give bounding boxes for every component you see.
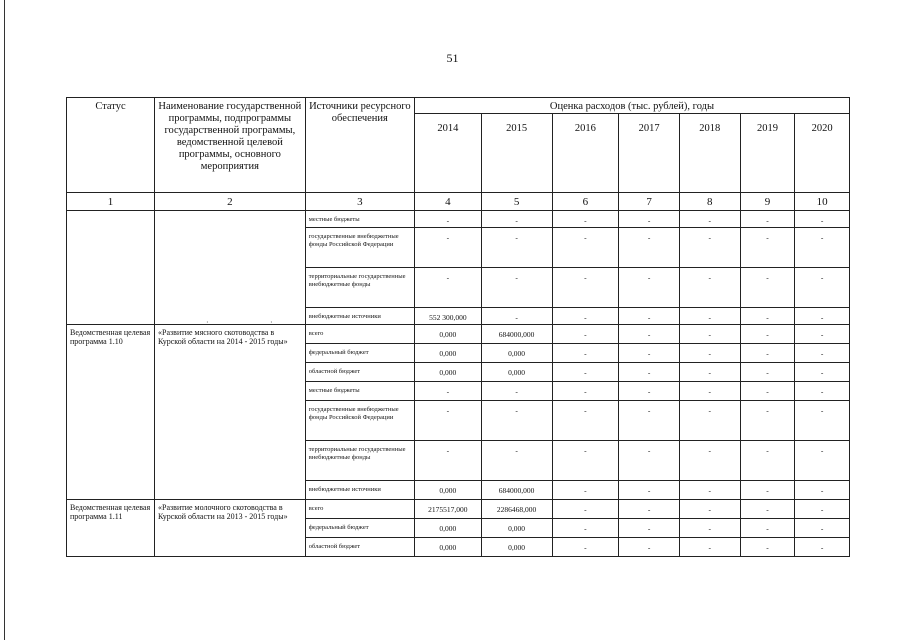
row-value: - xyxy=(740,538,795,557)
row-value: - xyxy=(740,519,795,538)
row-value: - xyxy=(679,500,740,519)
header-program-name: Наименование государственной программы, подпрограммы государственной программы, ведомственной целевой программы, основного мероприятия xyxy=(155,98,306,193)
row-value: - xyxy=(740,228,795,268)
row-funding-source: всего xyxy=(305,325,414,344)
row-value: - xyxy=(619,308,680,325)
row-value: - xyxy=(679,441,740,481)
row-value: - xyxy=(619,325,680,344)
row-value: - xyxy=(795,344,850,363)
row-value: - xyxy=(679,363,740,382)
row-value: - xyxy=(795,500,850,519)
row-value: - xyxy=(795,481,850,500)
row-funding-source: государственные внебюджетные фонды Российской Федерации xyxy=(305,401,414,441)
row-status xyxy=(67,211,155,325)
row-funding-source: местные бюджеты xyxy=(305,382,414,401)
header-year: 2014 xyxy=(414,114,481,193)
row-value: - xyxy=(481,308,552,325)
row-value: - xyxy=(552,325,619,344)
row-program-name: «Развитие молочного скотоводства в Курской области на 2013 - 2015 годы» xyxy=(155,500,306,557)
row-value: - xyxy=(679,401,740,441)
column-number: 6 xyxy=(552,193,619,211)
row-value: - xyxy=(552,211,619,228)
column-number: 2 xyxy=(155,193,306,211)
row-value: - xyxy=(619,401,680,441)
row-value: - xyxy=(795,325,850,344)
header-year: 2017 xyxy=(619,114,680,193)
row-value: - xyxy=(552,538,619,557)
row-value: - xyxy=(481,228,552,268)
row-value: - xyxy=(679,268,740,308)
row-value: 684000,000 xyxy=(481,481,552,500)
row-value: - xyxy=(740,441,795,481)
row-value: - xyxy=(552,228,619,268)
row-value: - xyxy=(552,519,619,538)
row-value: - xyxy=(679,325,740,344)
row-value: - xyxy=(552,308,619,325)
page-number: 51 xyxy=(446,51,459,65)
header-year: 2015 xyxy=(481,114,552,193)
row-value: - xyxy=(679,538,740,557)
row-value: - xyxy=(740,363,795,382)
row-value: - xyxy=(795,211,850,228)
row-value: 0,000 xyxy=(481,519,552,538)
row-value: 0,000 xyxy=(481,538,552,557)
header-year: 2019 xyxy=(740,114,795,193)
header-year: 2020 xyxy=(795,114,850,193)
row-value: - xyxy=(679,481,740,500)
row-value: - xyxy=(481,441,552,481)
row-program-name xyxy=(155,211,306,325)
row-value: - xyxy=(619,268,680,308)
row-value: - xyxy=(619,481,680,500)
header-funding-sources: Источники ресурсного обеспечения xyxy=(305,98,414,193)
row-value: 0,000 xyxy=(414,344,481,363)
row-value: 0,000 xyxy=(481,363,552,382)
row-funding-source: федеральный бюджет xyxy=(305,344,414,363)
row-value: - xyxy=(795,538,850,557)
row-value: - xyxy=(414,441,481,481)
row-value: - xyxy=(740,211,795,228)
row-value: - xyxy=(740,344,795,363)
row-value: - xyxy=(552,344,619,363)
table-body xyxy=(67,211,850,557)
row-value: 2286468,000 xyxy=(481,500,552,519)
column-number: 10 xyxy=(795,193,850,211)
row-value: - xyxy=(619,538,680,557)
row-value: 684000,000 xyxy=(481,325,552,344)
row-value: - xyxy=(414,382,481,401)
row-value: - xyxy=(481,211,552,228)
row-value: - xyxy=(552,401,619,441)
row-funding-source: областной бюджет xyxy=(305,538,414,557)
expenditure-table-wrapper xyxy=(66,97,850,557)
row-program-name: «Развитие мясного скотоводства в Курской области на 2014 - 2015 годы» xyxy=(155,325,306,500)
row-value: - xyxy=(679,308,740,325)
row-funding-source: местные бюджеты xyxy=(305,211,414,228)
row-value: - xyxy=(740,401,795,441)
row-value: - xyxy=(795,382,850,401)
row-value: - xyxy=(795,363,850,382)
row-funding-source: государственные внебюджетные фонды Российской Федерации xyxy=(305,228,414,268)
scan-speck: · xyxy=(270,318,273,327)
row-value: - xyxy=(619,344,680,363)
row-funding-source: территориальные государственные внебюджетные фонды xyxy=(305,441,414,481)
row-value: - xyxy=(679,211,740,228)
header-status: Статус xyxy=(67,98,155,193)
row-value: - xyxy=(740,481,795,500)
expenditure-table xyxy=(66,97,850,557)
row-value: - xyxy=(619,211,680,228)
row-value: 0,000 xyxy=(414,519,481,538)
row-value: - xyxy=(481,401,552,441)
row-value: - xyxy=(481,268,552,308)
column-number: 7 xyxy=(619,193,680,211)
row-value: - xyxy=(740,308,795,325)
column-number: 1 xyxy=(67,193,155,211)
row-value: - xyxy=(795,519,850,538)
column-number: 9 xyxy=(740,193,795,211)
row-funding-source: внебюджетные источники xyxy=(305,308,414,325)
column-number: 4 xyxy=(414,193,481,211)
column-number: 8 xyxy=(679,193,740,211)
row-value: - xyxy=(740,382,795,401)
row-value: - xyxy=(619,382,680,401)
row-value: - xyxy=(679,344,740,363)
row-value: 0,000 xyxy=(414,363,481,382)
row-funding-source: всего xyxy=(305,500,414,519)
row-value: - xyxy=(740,325,795,344)
table-row xyxy=(67,325,850,344)
row-status: Ведомственная целевая программа 1.10 xyxy=(67,325,155,500)
row-value: - xyxy=(619,363,680,382)
row-value: - xyxy=(619,500,680,519)
scan-edge-line xyxy=(4,0,5,640)
scan-speck: · xyxy=(206,318,209,327)
column-number: 5 xyxy=(481,193,552,211)
row-funding-source: областной бюджет xyxy=(305,363,414,382)
row-value: - xyxy=(552,363,619,382)
row-value: - xyxy=(795,268,850,308)
row-value: - xyxy=(552,382,619,401)
row-value: - xyxy=(552,268,619,308)
row-value: - xyxy=(795,308,850,325)
row-value: - xyxy=(679,382,740,401)
row-funding-source: федеральный бюджет xyxy=(305,519,414,538)
header-expense-estimate: Оценка расходов (тыс. рублей), годы xyxy=(414,98,849,114)
row-value: - xyxy=(414,401,481,441)
row-value: - xyxy=(552,481,619,500)
row-value: - xyxy=(795,401,850,441)
row-value: 0,000 xyxy=(414,538,481,557)
row-value: - xyxy=(740,500,795,519)
row-value: - xyxy=(795,441,850,481)
row-value: - xyxy=(414,211,481,228)
row-status: Ведомственная целевая программа 1.11 xyxy=(67,500,155,557)
row-value: - xyxy=(679,228,740,268)
header-year: 2016 xyxy=(552,114,619,193)
row-value: - xyxy=(414,228,481,268)
column-number: 3 xyxy=(305,193,414,211)
header-year: 2018 xyxy=(679,114,740,193)
row-funding-source: территориальные государственные внебюджетные фонды xyxy=(305,268,414,308)
row-value: - xyxy=(619,519,680,538)
row-value: 0,000 xyxy=(481,344,552,363)
row-value: - xyxy=(481,382,552,401)
row-value: - xyxy=(619,441,680,481)
row-value: - xyxy=(414,268,481,308)
row-value: 0,000 xyxy=(414,325,481,344)
row-value: - xyxy=(795,228,850,268)
row-value: - xyxy=(552,500,619,519)
table-row xyxy=(67,211,850,228)
row-value: - xyxy=(679,519,740,538)
row-value: 2175517,000 xyxy=(414,500,481,519)
row-value: - xyxy=(552,441,619,481)
row-value: - xyxy=(740,268,795,308)
row-value: - xyxy=(619,228,680,268)
row-value: 0,000 xyxy=(414,481,481,500)
row-funding-source: внебюджетные источники xyxy=(305,481,414,500)
row-value: 552 300,000 xyxy=(414,308,481,325)
table-row xyxy=(67,500,850,519)
